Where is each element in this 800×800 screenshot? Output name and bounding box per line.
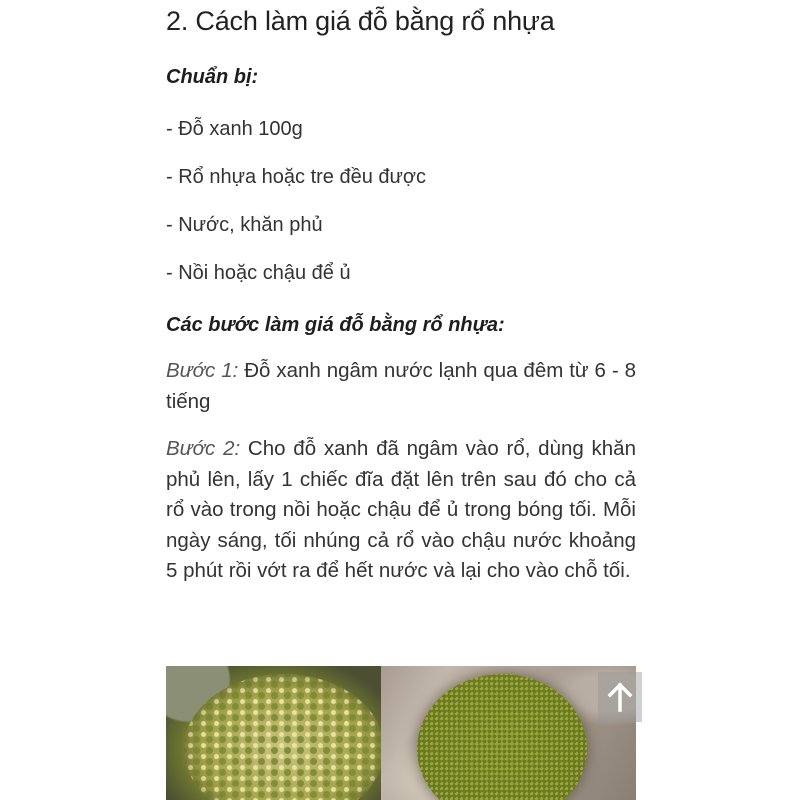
step-label: Bước 1: — [166, 359, 239, 382]
prep-item: - Rổ nhựa hoặc tre đều được — [166, 166, 427, 188]
soaked-beans-photo — [166, 666, 381, 800]
step-2 — [166, 434, 636, 587]
scroll-to-top-button[interactable] — [598, 672, 642, 722]
prep-item: - Đỗ xanh 100g — [166, 118, 303, 140]
section-title: 2. Cách làm giá đỗ bằng rổ nhựa — [166, 6, 555, 36]
prep-item: - Nồi hoặc chậu để ủ — [166, 262, 351, 284]
arrow-up-icon — [607, 682, 633, 712]
prep-heading: Chuẩn bị: — [166, 66, 259, 88]
step-text: Đỗ xanh ngâm nước lạnh qua đêm từ 6 - 8 tiếng — [166, 359, 637, 413]
step-1 — [166, 356, 636, 417]
bean-bowl — [184, 674, 384, 800]
bean-basket — [417, 674, 587, 800]
step-label: Bước 2: — [166, 437, 241, 460]
steps-heading: Các bước làm giá đỗ bằng rổ nhựa: — [166, 314, 505, 336]
step-text: Cho đỗ xanh đã ngâm vào rổ, dùng khăn phủ lên, lấy 1 chiếc đĩa đặt lên trên sau đó cho cả rổ vào trong nồi hoặc chậu để ủ trong bóng tối. Mỗi ngày sáng, tối nhúng cả rổ vào chậu nước khoảng 5 phút rồi vớt ra để hết nước và lại cho vào chỗ tối. — [166, 437, 636, 582]
article-images — [166, 666, 636, 800]
prep-item: - Nước, khăn phủ — [166, 214, 323, 236]
